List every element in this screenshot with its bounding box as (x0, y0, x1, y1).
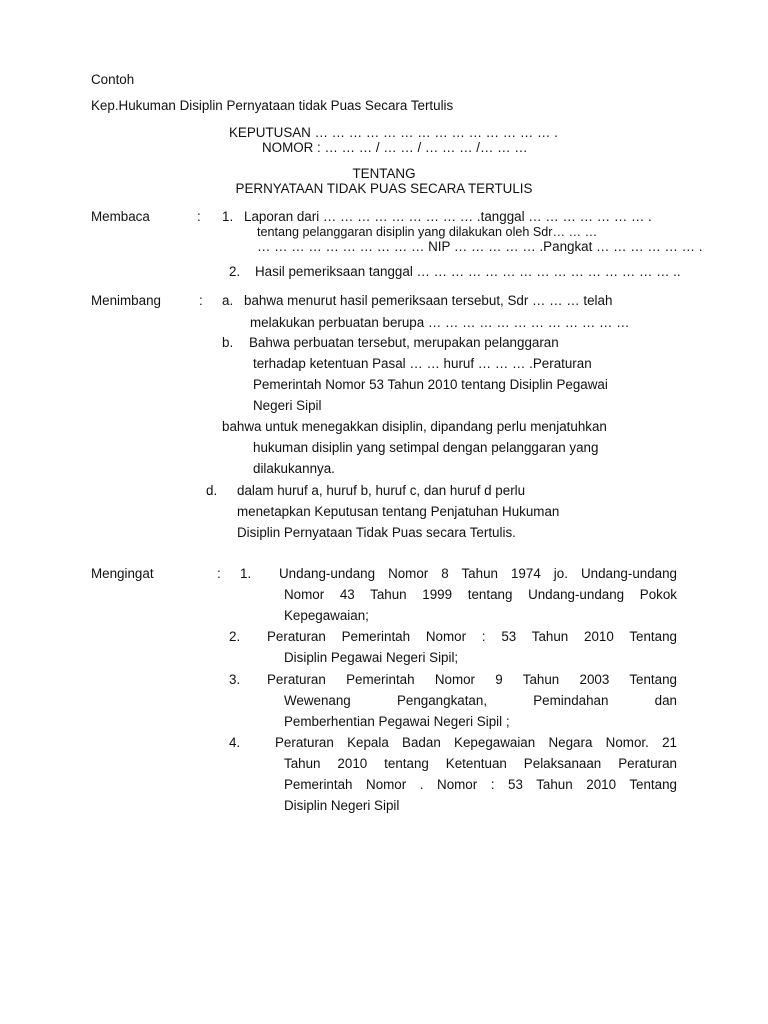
mengingat-item-1-line-2: Nomor 43 Tahun 1999 tentang Undang-undang Pokok (284, 587, 677, 602)
keputusan-line: KEPUTUSAN … … … … … … … … … … … … … … . (229, 125, 558, 140)
mengingat-item-4-line-3: Pemerintah Nomor . Nomor : 53 Tahun 2010 Tentang (284, 777, 677, 792)
mengingat-item-3-line-3: Pemberhentian Pegawai Negeri Sipil ; (284, 714, 510, 729)
menimbang-b-line-4: Negeri Sipil (253, 398, 322, 413)
menimbang-colon: : (199, 293, 203, 308)
mengingat-item-4-line-1: Peraturan Kepala Badan Kepegawaian Negara Nomor. 21 (275, 735, 677, 750)
mengingat-item-1-line-3: Kepegawaian; (284, 608, 369, 623)
mengingat-item-4-line-2: Tahun 2010 tentang Ketentuan Pelaksanaan Peraturan (284, 756, 677, 771)
menimbang-a-line-1: bahwa menurut hasil pemeriksaan tersebut, Sdr … … … telah (244, 293, 613, 308)
mengingat-item-2-line-2: Disiplin Pegawai Negeri Sipil; (284, 650, 459, 665)
menimbang-d-line-2: menetapkan Keputusan tentang Penjatuhan Hukuman (237, 504, 560, 519)
menimbang-b-letter: b. (222, 335, 234, 350)
mengingat-item-3-line-1: Peraturan Pemerintah Nomor 9 Tahun 2003 Tentang (267, 672, 677, 687)
menimbang-c-line-3: dilakukannya. (253, 461, 335, 476)
membaca-label: Membaca (91, 209, 150, 224)
membaca-item-2-number: 2. (229, 264, 241, 279)
nomor-line: NOMOR : … … … / … … / … … … /… … … (262, 140, 528, 155)
mengingat-item-4-line-4: Disiplin Negeri Sipil (284, 798, 400, 813)
mengingat-item-3-number: 3. (229, 672, 241, 687)
menimbang-c-line-2: hukuman disiplin yang setimpal dengan pelanggaran yang (253, 440, 599, 455)
mengingat-item-3-line-2: Wewenang Pengangkatan, Pemindahan dan (284, 693, 677, 708)
membaca-item-1-line-1: Laporan dari … … … … … … … … … .tanggal … … … … … … … . (244, 209, 652, 224)
menimbang-label: Menimbang (91, 293, 161, 308)
menimbang-b-line-1: Bahwa perbuatan tersebut, merupakan pelanggaran (249, 335, 559, 350)
mengingat-colon: : (217, 566, 221, 581)
membaca-item-1-line-3: … … … … … … … … … … NIP … … … … … .Pangkat … … … … … … . (257, 239, 703, 254)
tentang-label: TENTANG (352, 166, 416, 181)
menimbang-d-line-1: dalam huruf a, huruf b, huruf c, dan huruf d perlu (237, 483, 526, 498)
membaca-item-1-line-2: tentang pelanggaran disiplin yang dilakukan oleh Sdr… … … (257, 225, 598, 239)
menimbang-c-line-1: bahwa untuk menegakkan disiplin, dipandang perlu menjatuhkan (222, 419, 607, 434)
document-title: PERNYATAAN TIDAK PUAS SECARA TERTULIS (235, 181, 533, 196)
membaca-colon: : (197, 209, 201, 224)
menimbang-b-line-2: terhadap ketentuan Pasal … … huruf … … … .Peraturan (253, 356, 592, 371)
mengingat-item-2-number: 2. (229, 629, 241, 644)
menimbang-d-line-3: Disiplin Pernyataan Tidak Puas secara Tertulis. (237, 525, 516, 540)
membaca-item-1-number: 1. (222, 209, 234, 224)
mengingat-item-2-line-1: Peraturan Pemerintah Nomor : 53 Tahun 2010 Tentang (267, 629, 677, 644)
mengingat-item-1-number: 1. (240, 566, 252, 581)
menimbang-a-line-2: melakukan perbuatan berupa … … … … … … … … … … … … (250, 315, 630, 330)
mengingat-label: Mengingat (91, 566, 154, 581)
membaca-item-2: Hasil pemeriksaan tanggal … … … … … … … … … … … … … … … .. (255, 264, 681, 279)
document-heading: Kep.Hukuman Disiplin Pernyataan tidak Puas Secara Tertulis (91, 98, 454, 113)
contoh-label: Contoh (91, 72, 135, 87)
menimbang-b-line-3: Pemerintah Nomor 53 Tahun 2010 tentang Disiplin Pegawai (253, 377, 608, 392)
mengingat-item-1-line-1: Undang-undang Nomor 8 Tahun 1974 jo. Undang-undang (279, 566, 677, 581)
mengingat-item-4-number: 4. (229, 735, 241, 750)
menimbang-d-letter: d. (206, 483, 218, 498)
menimbang-a-letter: a. (222, 293, 234, 308)
